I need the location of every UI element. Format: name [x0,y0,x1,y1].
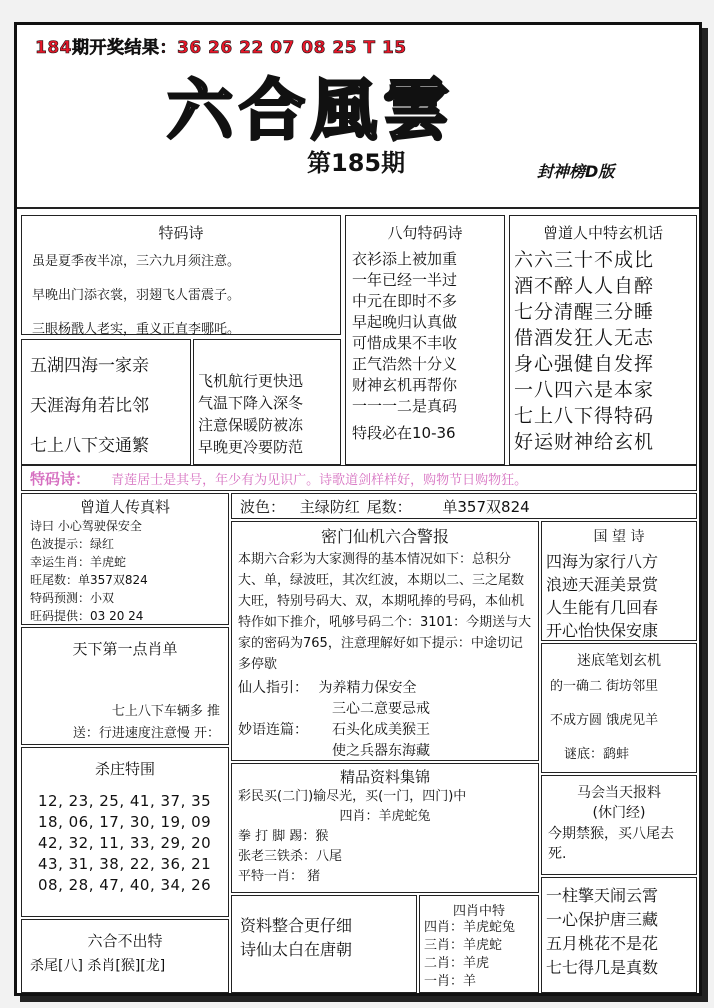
legend-item-1: 诗曰 小心驾驶保安全 [30,519,142,533]
report-subtitle: (休门经) [592,805,646,821]
essence-line-1: 彩民买(二门)输尽光，买(一门，四门)中 [238,789,467,804]
four-zodiac-items [420,919,538,991]
flight-box [193,339,341,465]
special-range: 特段必在10-36 [352,424,456,442]
secret-box [231,521,539,761]
eight-line-1: 衣衫添上被加重 [352,250,458,268]
four-zodiac-title: 四肖中特 [452,904,505,919]
bottom-right-line-1: 一柱擎天闹云霄 [546,886,659,905]
five-lakes-box [21,339,191,465]
secret-title: 密门仙机六合警报 [320,527,449,546]
special-poem-lines [22,243,340,349]
maze-title: 迷底笔划玄机 [577,653,661,669]
no-special-text: 杀尾[八] 杀肖[猴][龙] [30,958,166,974]
special-poem-line-3: 三眼杨戬人老实，重义正直李哪吒。 [32,322,241,337]
masthead-title: 六合風雲 [167,71,455,149]
taoist-line-3: 七分清醒三分睡 [514,301,655,323]
four-zodiac-item-1: 四肖：羊虎蛇兔 [424,920,516,935]
kill-box [21,747,229,917]
guowang-title: 国 望 诗 [593,529,645,545]
eight-line-5: 可惜成果不丰收 [352,334,458,352]
first-zodiac-lines [22,659,228,745]
kill-row-5: 08, 28, 47, 40, 34, 26 [38,876,212,894]
four-zodiac-box [419,895,539,993]
flight-line-3: 注意保暖防被冻 [198,416,304,434]
four-zodiac-item-3: 二肖：羊虎 [424,956,490,971]
first-zodiac-title: 天下第一点肖单 [72,640,178,658]
taoist-line-8: 好运财神给玄机 [514,431,655,453]
compile-box [231,895,417,993]
guowang-line-3: 人生能有几回春 [546,598,659,617]
riddle-line-2: 石头化成美猴王 [332,722,430,738]
special-poem-box [21,215,341,335]
special-poem-title: 特码诗 [158,224,204,242]
bottom-right-box [541,877,697,993]
eight-line-7: 财神玄机再帮你 [352,376,458,394]
kill-row-4: 43, 31, 38, 22, 36, 21 [38,855,212,873]
bottom-right-line-2: 一心保护唐三藏 [546,910,659,929]
five-lakes-line-3: 七上八下交通繁 [30,436,149,456]
previous-result: 184期开奖结果：36 26 22 07 08 25 T 15 [35,38,407,58]
maze-line-2: 不成方圆 饿虎见羊 [550,713,659,728]
taoist-line-4: 借酒发狂人无志 [514,327,655,349]
essence-line-3: 拳 打 脚 踢：猴 [238,829,329,844]
maze-lines [542,670,696,772]
eight-line-4: 早起晚归认真做 [352,313,458,331]
taoist-line-6: 一八四六是本家 [514,379,655,401]
issue-number: 第185期 [307,149,406,177]
bottom-right-line-3: 五月桃花不是花 [546,934,659,953]
legend-item-4: 旺尾数：单357双824 [30,573,148,587]
legend-item-3: 幸运生肖：羊虎蛇 [30,555,127,569]
compile-lines [232,896,416,962]
flight-line-4: 早晚更冷要防范 [198,438,304,456]
kill-row-3: 42, 32, 11, 33, 29, 20 [38,834,212,852]
flight-line-1: 飞机航行更快迅 [198,372,304,390]
report-box [541,775,697,875]
secret-body: 本期六合彩为大家测得的基本情况如下：总积分大、单，绿波旺，其次红波，本期以二、三之尾数大旺，特别号码大、双，本期吼捧的号码，本仙机特作如下推介，吼够号码二个：3101：今期送与大家的密码为765，注意理解好如下提示：中途切记多停歇 [238,552,532,672]
eight-line-3: 中元在即时不多 [352,292,458,310]
pink-poem-label: 特码诗： [30,470,91,488]
tail-value: 单357双824 [442,498,530,516]
guowang-lines [542,546,696,646]
pink-poem-row [21,465,697,491]
secret-riddle [232,699,538,762]
special-poem-line-2: 早晚出门添衣裳，羽翅飞人雷震子。 [32,288,241,303]
maze-line-1: 的一确二 街坊邻里 [550,679,659,694]
flight-line-2: 气温下降入深冬 [198,394,304,412]
legend-item-2: 色波提示：绿红 [30,537,115,551]
report-text: 今期禁猴，买八尾去死. [548,826,674,862]
kill-row-1: 12, 23, 25, 41, 37, 35 [38,792,212,810]
compile-line-2: 诗仙太白在唐朝 [240,940,353,959]
essence-line-4: 张老三铁杀：八尾 [238,849,343,864]
legend-box [21,493,229,625]
four-zodiac-item-2: 三肖：羊虎蛇 [424,938,503,953]
legend-item-5: 特码预测：小双 [30,591,115,605]
first-zodiac-box [21,627,229,745]
bottom-right-lines [542,878,696,986]
legend-item-6: 旺码提供：03 20 24 [30,609,144,623]
essence-title: 精品资料集锦 [339,768,430,786]
no-special-title: 六合不出特 [87,932,163,950]
tail-label: 尾数： [366,498,412,516]
guowang-line-4: 开心怡快保安康 [546,621,659,640]
eight-lines-list [346,243,504,444]
eight-lines-box [345,215,505,465]
eight-line-6: 正气浩然十分义 [352,355,458,373]
riddle-line-3: 使之兵器东海藏 [332,743,430,759]
report-title: 马会当天报料 [577,785,661,801]
edition-label: 封神榜D版 [537,162,615,181]
essence-line-5: 平特一肖： 猪 [238,869,321,884]
flight-lines [194,340,340,458]
taoist-line-5: 身心强健自发挥 [514,353,655,375]
guowang-line-1: 四海为家行八方 [546,552,659,571]
taoist-line-7: 七上八下得特码 [514,405,655,427]
taoist-words-box [509,215,697,465]
five-lakes-line-2: 天涯海角若比邻 [30,396,149,416]
essence-line-2: 四肖：羊虎蛇兔 [339,809,431,824]
wave-label: 波色： [240,498,286,516]
riddle-line-1: 三心二意要忌戒 [332,701,430,717]
taoist-words-title: 曾道人中特玄机话 [542,224,663,242]
maze-box [541,643,697,773]
compile-line-1: 资料整合更仔细 [240,916,353,935]
five-lakes-lines [22,340,190,472]
kill-title: 杀庄特围 [94,760,155,778]
five-lakes-line-1: 五湖四海一家亲 [30,356,149,376]
taoist-line-2: 酒不醉人人自醉 [514,275,655,297]
first-zodiac-line-1: 七上八下车辆多 推 [111,704,220,719]
essence-lines [232,787,538,887]
kill-rows [22,779,228,896]
legend-items [22,517,228,625]
kill-row-2: 18, 06, 17, 30, 19, 09 [38,813,212,831]
bottom-right-line-4: 七七得几是真数 [546,958,659,977]
essence-box [231,763,539,893]
eight-line-8: 一一一二是真码 [352,397,458,415]
taoist-line-1: 六六三十不成比 [514,249,655,271]
wave-row [231,493,697,519]
first-zodiac-line-2: 送：行进速度注意慢 开： [72,726,220,741]
eight-line-2: 一年已经一半过 [352,271,458,289]
secret-guide [232,677,538,699]
riddle-lines [332,699,430,762]
guowang-box [541,521,697,641]
guide-label: 仙人指引： [238,680,308,696]
guide-text: 为养精力保安全 [318,680,417,696]
wave-color: 主绿防红 [299,498,360,516]
guowang-line-2: 浪迹天涯美景赏 [546,575,659,594]
eight-lines-title: 八句特码诗 [387,224,463,242]
special-poem-line-1: 虽是夏季夜半凉，三六九月须注意。 [32,254,241,269]
no-special-box [21,919,229,993]
four-zodiac-item-4: 一肖：羊 [424,974,477,989]
header-divider [17,207,699,209]
legend-title: 曾道人传真料 [79,498,170,516]
pink-poem-text: 青莲居士是其号，年少有为见识广。诗歌道剑样样好，购物节日购物狂。 [111,473,528,488]
taoist-words-list [510,243,696,455]
maze-answer: 谜底：鹞蚌 [564,747,630,762]
riddle-label: 妙语连篇： [238,722,308,738]
newspaper-sheet [14,22,702,996]
